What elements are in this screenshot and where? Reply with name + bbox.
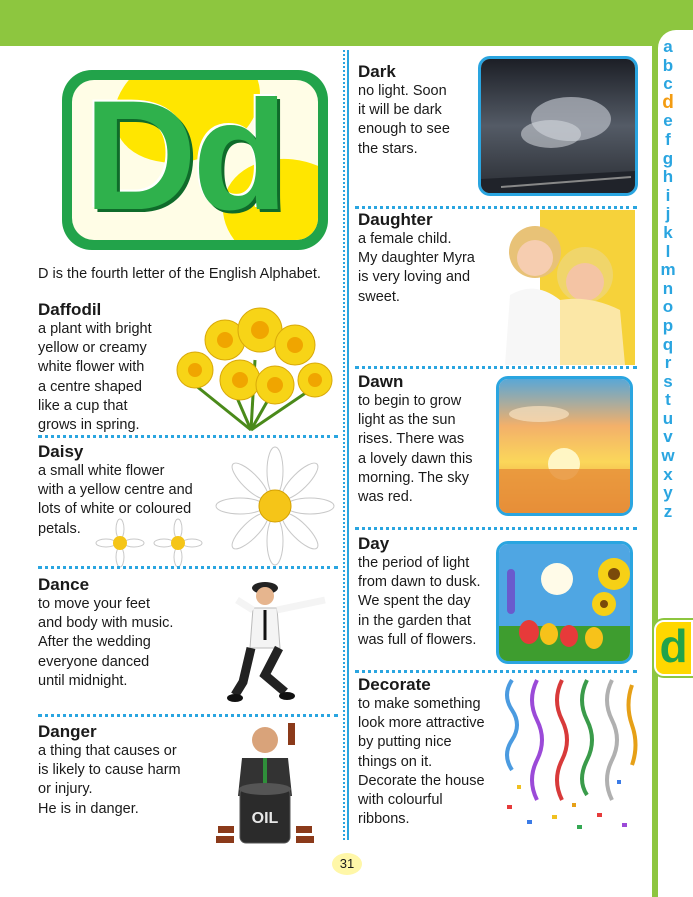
alphabet-letter-g[interactable]: g xyxy=(662,148,674,168)
entry-line: morning. The sky xyxy=(358,469,469,486)
alphabet-letter-p[interactable]: p xyxy=(662,315,674,335)
alphabet-letter-h[interactable]: h xyxy=(662,167,674,187)
alphabet-letter-e[interactable]: e xyxy=(663,111,673,131)
entry-line: like a cup that xyxy=(38,397,128,414)
alphabet-letter-f[interactable]: f xyxy=(665,129,671,149)
entry-line: in the garden that xyxy=(358,612,471,629)
alphabet-letter-z[interactable]: z xyxy=(663,501,673,521)
section-divider xyxy=(355,670,637,673)
alphabet-letter-m[interactable]: m xyxy=(660,260,676,280)
entry-line: look more attractive xyxy=(358,715,485,732)
alphabet-letter-u[interactable]: u xyxy=(662,408,674,428)
entry-line: is very loving and xyxy=(358,269,471,286)
entry-line: enough to see xyxy=(358,121,450,138)
entry-line: with colourful xyxy=(358,792,443,809)
alphabet-letter-l[interactable]: l xyxy=(665,241,671,261)
top-green-bar xyxy=(0,0,693,46)
entry-word: Daughter xyxy=(358,210,433,229)
alphabet-letter-r[interactable]: r xyxy=(664,353,672,373)
entry-word: Dark xyxy=(358,62,396,81)
entry-line: ribbons. xyxy=(358,811,410,828)
alphabet-letter-k[interactable]: k xyxy=(663,222,673,242)
alphabet-letter-j[interactable]: j xyxy=(665,204,671,224)
danger-image xyxy=(210,718,320,853)
entry-line: a female child. xyxy=(358,231,452,247)
entry-line: to make something xyxy=(358,696,481,712)
daffodil-image xyxy=(165,300,337,435)
entry-line: from dawn to dusk. xyxy=(358,574,481,591)
alphabet-letter-a[interactable]: a xyxy=(663,37,673,56)
entry-line: is likely to cause harm xyxy=(38,762,181,779)
entry-line: and body with music. xyxy=(38,615,174,632)
entry-word: Dawn xyxy=(358,372,404,391)
entry-line: to begin to grow xyxy=(358,393,462,409)
entry-line: a small white flower xyxy=(38,463,165,479)
entry-line: a lovely dawn this xyxy=(358,450,473,467)
entry-dark xyxy=(358,62,478,159)
entry-word: Decorate xyxy=(358,675,431,694)
entry-line: grows in spring. xyxy=(38,417,140,434)
section-divider xyxy=(355,366,637,369)
column-rule-solid xyxy=(347,50,349,840)
page-number: 31 xyxy=(332,853,362,875)
entry-line: We spent the day xyxy=(358,593,471,610)
entry-line: or injury. xyxy=(38,781,93,798)
entry-word: Dance xyxy=(38,575,90,594)
entry-line: the stars. xyxy=(358,140,418,157)
entry-line: a thing that causes or xyxy=(38,743,177,759)
alphabet-letter-s[interactable]: s xyxy=(663,371,673,391)
entry-line: the period of light xyxy=(358,555,470,571)
daughter-image xyxy=(490,210,635,365)
entry-line: to move your feet xyxy=(38,596,151,612)
entry-dance xyxy=(38,575,228,691)
entry-daughter xyxy=(358,210,498,307)
alphabet-letter-w[interactable]: w xyxy=(661,446,675,466)
entry-line: After the wedding xyxy=(38,634,151,651)
dawn-photo xyxy=(496,376,633,516)
entry-line: rises. There was xyxy=(358,431,465,448)
alphabet-letter-o[interactable]: o xyxy=(662,297,674,317)
daisy-image xyxy=(95,446,340,571)
entry-line: yellow or creamy xyxy=(38,340,147,357)
entry-line: everyone danced xyxy=(38,653,150,670)
entry-line: no light. Soon xyxy=(358,83,447,99)
entry-line: My daughter Myra xyxy=(358,250,475,267)
entry-decorate xyxy=(358,675,508,829)
entry-line: He is in danger. xyxy=(38,800,139,817)
current-letter-tab[interactable] xyxy=(654,620,693,676)
entry-line: was red. xyxy=(358,489,413,506)
alphabet-letter-v[interactable]: v xyxy=(663,427,673,447)
barrel-label: OIL xyxy=(251,810,279,827)
dark-photo xyxy=(478,56,638,196)
alphabet-index xyxy=(654,38,682,521)
entry-line: lots of white or coloured xyxy=(38,501,192,518)
ribbons-image xyxy=(497,675,642,840)
alphabet-letter-t[interactable]: t xyxy=(665,390,671,410)
big-letter-dd: Dd xyxy=(84,69,284,243)
entry-dawn xyxy=(358,372,498,507)
entry-line: with a yellow centre and xyxy=(38,482,193,499)
entry-line: it will be dark xyxy=(358,102,442,119)
entry-line: a centre shaped xyxy=(38,378,142,395)
column-rule-dotted xyxy=(343,50,345,840)
section-divider xyxy=(355,206,637,209)
entry-word: Day xyxy=(358,534,390,553)
intro-text: D is the fourth letter of the English Alphabet. xyxy=(38,266,321,282)
section-divider xyxy=(38,435,338,438)
section-divider xyxy=(355,527,637,530)
entry-line: by putting nice xyxy=(358,734,452,751)
entry-word: Danger xyxy=(38,722,97,741)
entry-line: was full of flowers. xyxy=(358,631,477,648)
day-photo xyxy=(496,541,633,664)
entry-word: Daisy xyxy=(38,442,84,461)
alphabet-letter-b[interactable]: b xyxy=(662,55,674,75)
alphabet-letter-c[interactable]: c xyxy=(663,74,673,94)
entry-line: petals. xyxy=(38,520,81,537)
entry-day xyxy=(358,534,498,650)
alphabet-letter-i[interactable]: i xyxy=(665,185,671,205)
alphabet-letter-x[interactable]: x xyxy=(663,464,673,484)
alphabet-letter-n[interactable]: n xyxy=(662,278,674,298)
entry-line: until midnight. xyxy=(38,672,128,689)
entry-line: light as the sun xyxy=(358,412,456,429)
alphabet-letter-d[interactable]: d xyxy=(662,91,674,113)
entry-danger xyxy=(38,722,238,819)
section-divider xyxy=(38,566,338,569)
dancer-image xyxy=(225,570,335,710)
entry-line: a plant with bright xyxy=(38,321,152,337)
entry-line: sweet. xyxy=(358,288,400,305)
entry-line: white flower with xyxy=(38,359,145,376)
entry-line: Decorate the house xyxy=(358,772,485,789)
current-letter-tab-label: d xyxy=(659,620,688,672)
section-divider xyxy=(38,714,338,717)
entry-word: Daffodil xyxy=(38,300,102,319)
alphabet-letter-y[interactable]: y xyxy=(663,483,673,503)
alphabet-letter-q[interactable]: q xyxy=(662,334,674,354)
entry-line: things on it. xyxy=(358,753,433,770)
